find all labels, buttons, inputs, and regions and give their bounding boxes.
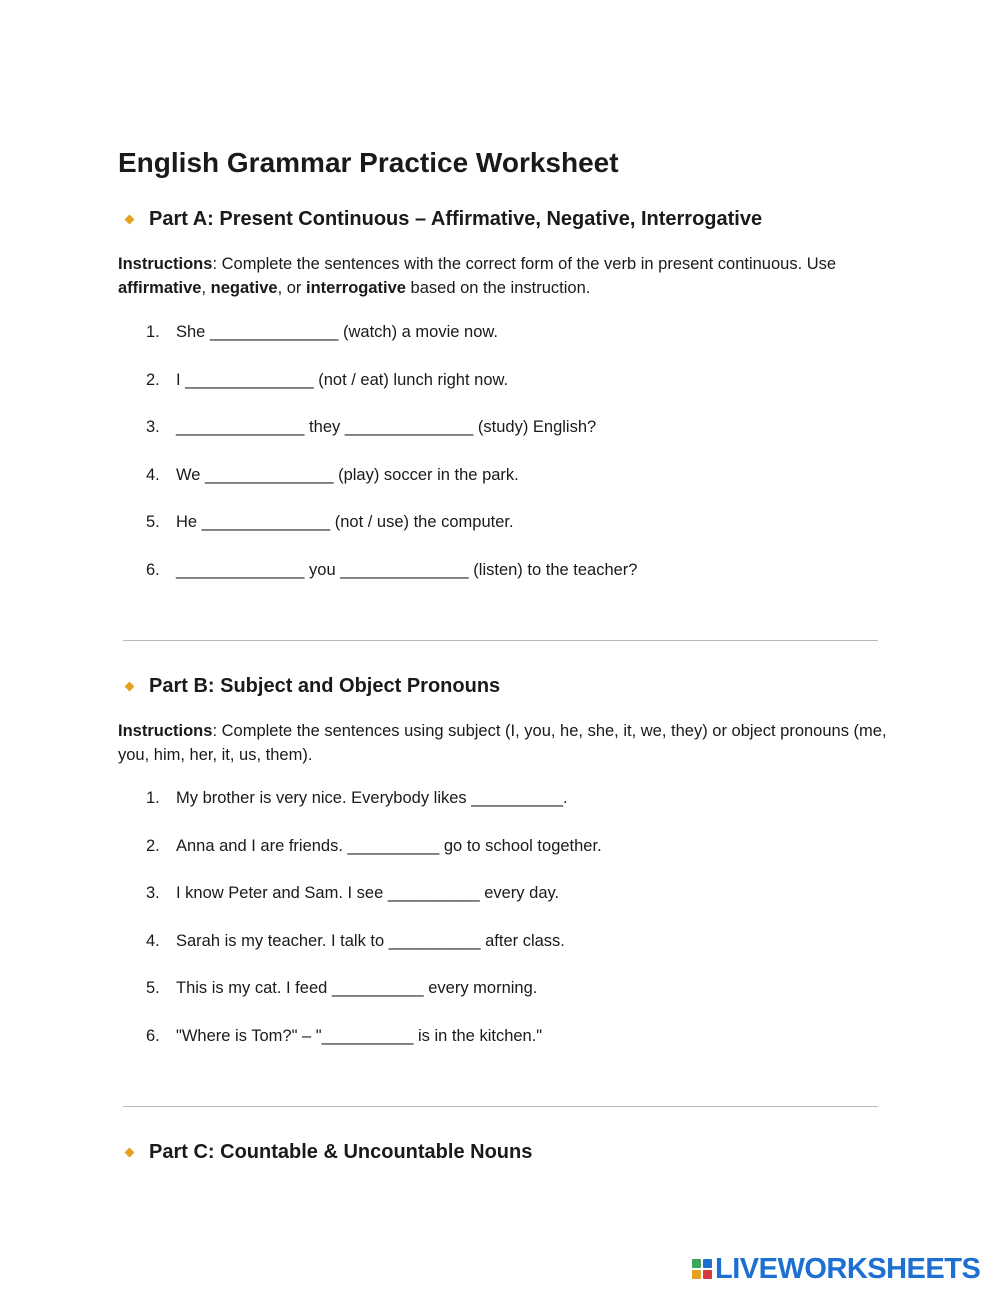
part-a-heading [123,206,762,232]
instructions-negative: negative [210,278,278,297]
list-item [146,931,906,979]
question-number: 4. [146,465,160,484]
part-a-heading-text: Part A: Present Continuous – Affirmative, Negative, Interrogative [149,208,763,230]
liveworksheets-logo[interactable] [692,1254,980,1284]
list-item [146,512,906,560]
question-text: My brother is very nice. Everybody likes __________. [176,789,568,807]
part-b-instructions [118,720,898,767]
section-divider [123,640,878,641]
instructions-affirmative: affirmative [118,278,202,297]
instructions-label: Instructions [118,255,213,273]
list-item [146,417,906,465]
part-c-heading-text: Part C: Countable & Uncountable Nouns [149,1141,533,1163]
question-text: I know Peter and Sam. I see __________ every day. [176,884,560,902]
diamond-bullet-icon [125,681,135,691]
worksheet-title: English Grammar Practice Worksheet [118,147,619,178]
logo-mark-icon [692,1259,712,1279]
instructions-label: Instructions [118,722,213,740]
list-item [146,836,906,884]
list-item [146,788,906,836]
list-item [146,883,906,931]
list-item [146,560,906,608]
part-a-instructions [118,253,898,300]
diamond-bullet-icon [125,1147,135,1157]
question-number: 3. [146,418,160,436]
question-number: 5. [146,513,160,531]
diamond-bullet-icon [125,214,135,224]
question-text: ______________ you ______________ (listen) to the teacher? [176,560,638,579]
instructions-interrogative: interrogative [306,278,406,297]
question-number: 2. [146,370,160,389]
instructions-text: based on the instruction. [405,278,591,297]
instructions-sep: , [201,278,211,297]
instructions-text: : Complete the sentences using subject (I, you, he, she, it, we, they) or object pronouns (me, you, him, her, it, us, them). [118,722,887,764]
question-text: "Where is Tom?" – "__________ is in the kitchen." [176,1026,543,1045]
question-number: 2. [146,836,160,855]
question-number: 6. [146,560,160,579]
question-text: She ______________ (watch) a movie now. [176,323,498,341]
question-number: 4. [146,931,160,950]
question-text: I ______________ (not / eat) lunch right now. [176,370,509,389]
list-item [146,465,906,513]
part-c-heading [123,1139,532,1165]
question-number: 3. [146,884,160,902]
question-text: We ______________ (play) soccer in the park. [176,465,519,484]
part-a-question-list [146,322,906,607]
list-item [146,978,906,1026]
question-text: He ______________ (not / use) the computer. [176,513,514,531]
list-item [146,1026,906,1074]
part-b-heading-text: Part B: Subject and Object Pronouns [149,675,501,697]
section-divider [123,1106,878,1107]
question-number: 1. [146,789,160,807]
instructions-text: : Complete the sentences with the correct form of the verb in present continuous. Use [212,255,837,273]
question-number: 5. [146,979,160,997]
question-text: Anna and I are friends. __________ go to school together. [176,836,602,855]
question-number: 6. [146,1026,160,1045]
question-text: ______________ they ______________ (study) English? [176,418,597,436]
list-item [146,370,906,418]
question-number: 1. [146,323,160,341]
list-item [146,322,906,370]
question-text: Sarah is my teacher. I talk to __________ after class. [176,931,565,950]
question-text: This is my cat. I feed __________ every morning. [176,979,538,997]
part-b-question-list [146,788,906,1073]
logo-text: LIVEWORKSHEETS [715,1252,981,1285]
instructions-sep: , or [277,278,307,297]
part-b-heading [123,673,500,699]
